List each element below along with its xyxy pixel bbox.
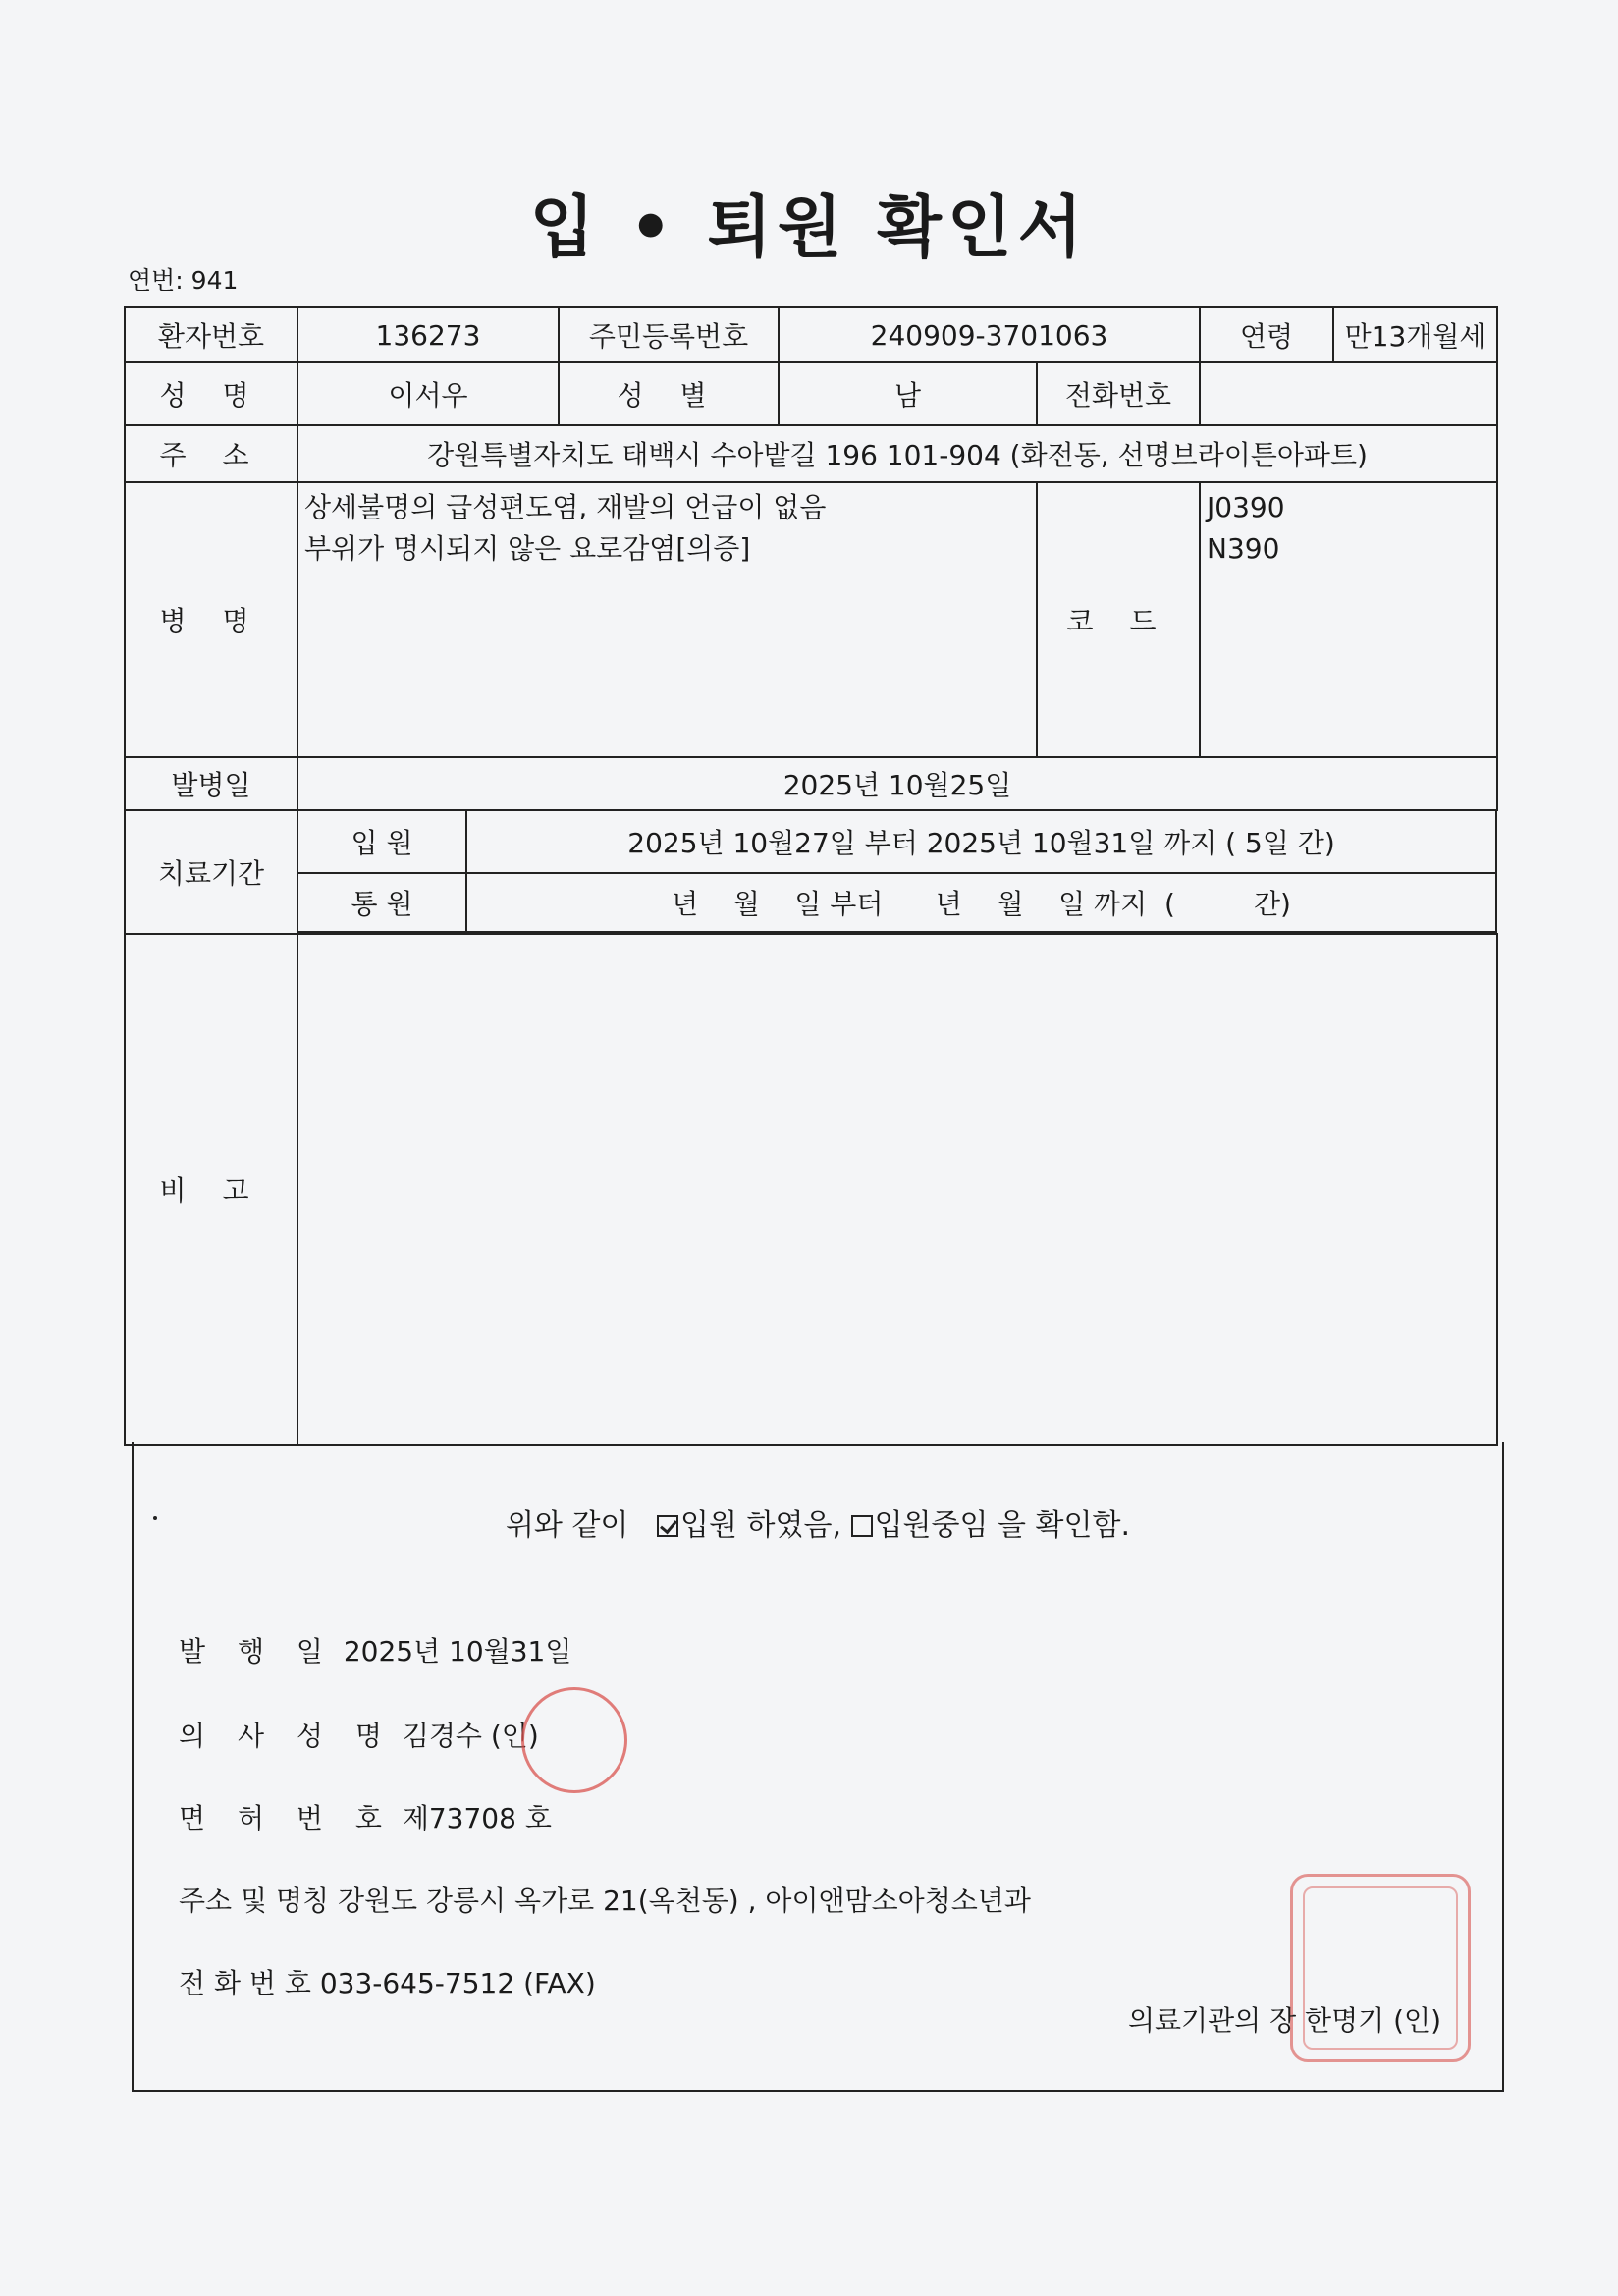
patient-no-value: 136273 (297, 307, 559, 362)
clinic-phone: 033-645-7512 (FAX) (319, 1967, 596, 1999)
outpatient-label: 통 원 (298, 874, 467, 931)
sex-value: 남 (779, 362, 1037, 425)
patient-no-label: 환자번호 (125, 307, 297, 362)
issue-date-line: 발 행 일 2025년 10월31일 (179, 1635, 572, 1667)
code-list (1200, 482, 1497, 757)
onset-label: 발병일 (125, 757, 297, 810)
clinic-address-line: 주소 및 명칭 강원도 강릉시 옥가로 21(옥천동) , 아이앤맘소아청소년과 (179, 1885, 1031, 1917)
age-value: 만13개월세 (1333, 307, 1497, 362)
checkbox-checked-icon (657, 1515, 678, 1537)
diagnosis-line: 부위가 명시되지 않은 요로감염[의증] (304, 532, 751, 565)
remarks-label: 비 고 (125, 934, 297, 1445)
confirmation-section (132, 1442, 1504, 2092)
outpatient-period: 년 월 일 부터 년 월 일 까지 ( 간) (672, 888, 1291, 920)
sex-label: 성 별 (559, 362, 779, 425)
option-in-hospital: 입원중임 (874, 1508, 989, 1543)
rrn-label: 주민등록번호 (559, 307, 779, 362)
treatment-label: 치료기간 (125, 810, 297, 934)
license-number: 제73708 호 (402, 1802, 552, 1834)
license-line: 면 허 번 호 제73708 호 (179, 1802, 552, 1834)
inpatient-label: 입 원 (298, 811, 467, 872)
diagnosis-line: 상세불명의 급성편도염, 재발의 언급이 없음 (304, 491, 827, 523)
diagnosis-list (297, 482, 1037, 757)
doctor-seal-stamp (521, 1687, 627, 1793)
age-label: 연령 (1200, 307, 1333, 362)
confirmation-line: 위와 같이 입원 하였음, 입원중임 을 확인함. (505, 1508, 1131, 1543)
code-item: J0390 (1207, 491, 1285, 523)
code-item: N390 (1207, 532, 1280, 565)
doctor-line: 의 사 성 명 김경수 (인) (179, 1720, 539, 1752)
code-label: 코 드 (1037, 482, 1200, 757)
option-admitted: 입원 하였음, (680, 1508, 842, 1543)
address-label: 주 소 (125, 425, 297, 482)
clinic-phone-line: 전 화 번 호 033-645-7512 (FAX) (179, 1967, 596, 1999)
head-name: 한명기 (인) (1305, 2004, 1441, 2037)
serial-number: 연번: 941 (128, 266, 239, 295)
record-table (124, 306, 1498, 1446)
doctor-name: 김경수 (인) (402, 1720, 539, 1752)
onset-value: 2025년 10월25일 (297, 757, 1497, 810)
remarks-value (297, 934, 1497, 1445)
document-title: 입 • 퇴원 확인서 (529, 190, 1089, 267)
name-label: 성 명 (125, 362, 297, 425)
hospital-head: 의료기관의 장 한명기 (인) (1127, 2004, 1441, 2037)
checkbox-empty-icon (851, 1515, 873, 1537)
diagnosis-label: 병 명 (125, 482, 297, 757)
clinic-address: 강원도 강릉시 옥가로 21(옥천동) , 아이앤맘소아청소년과 (337, 1885, 1031, 1917)
issue-date: 2025년 10월31일 (343, 1635, 572, 1667)
rrn-value: 240909-3701063 (779, 307, 1200, 362)
phone-value (1200, 362, 1497, 425)
inpatient-period: 2025년 10월27일 부터 2025년 10월31일 까지 ( 5일 간) (627, 827, 1335, 859)
name-value: 이서우 (297, 362, 559, 425)
phone-label: 전화번호 (1037, 362, 1200, 425)
address-value: 강원특별자치도 태백시 수아밭길 196 101-904 (화전동, 선명브라이튼아파트) (297, 425, 1497, 482)
